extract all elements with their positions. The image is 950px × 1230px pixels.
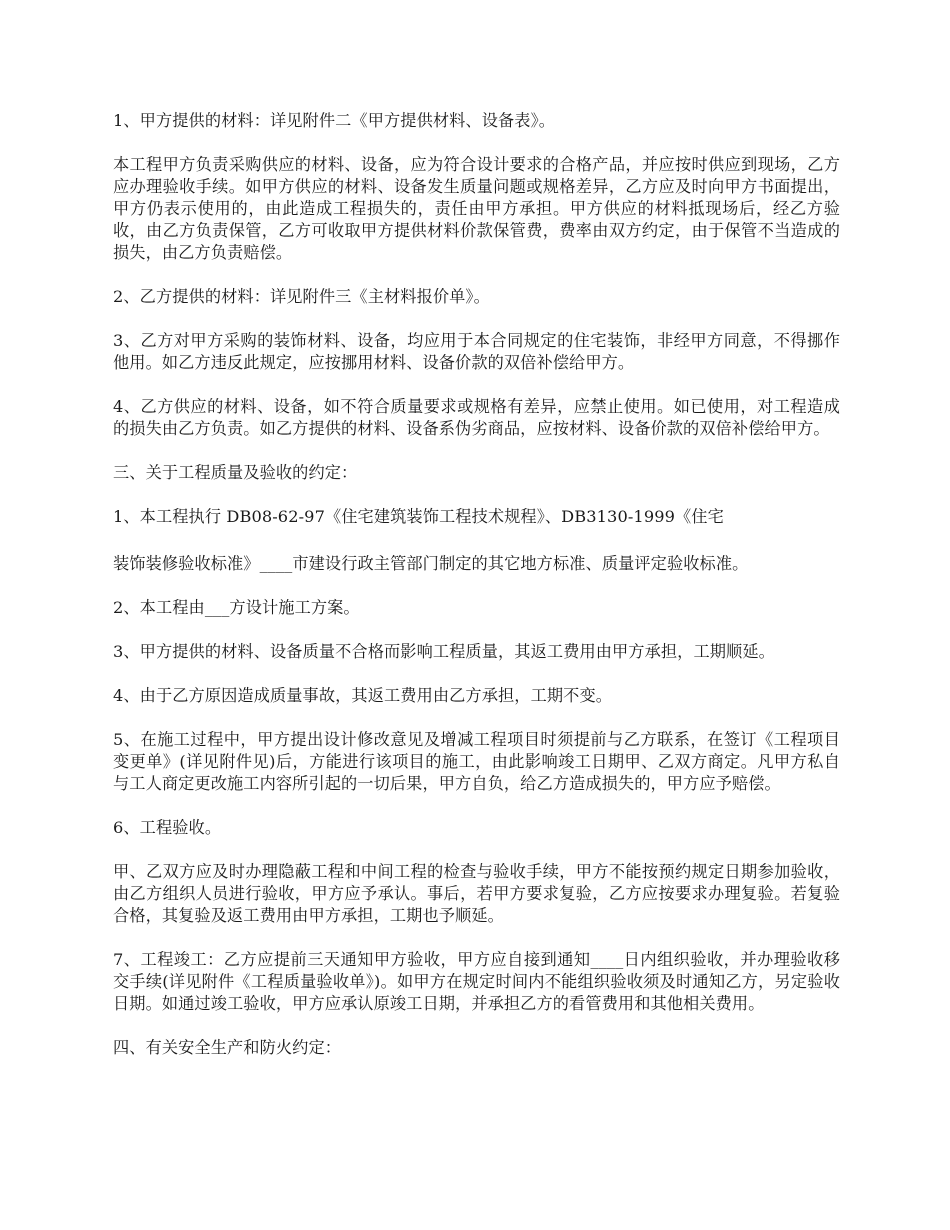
paragraph-12: 5、在施工过程中，甲方提出设计修改意见及增减工程项目时须提前与乙方联系，在签订《工程项目变更单》(详见附件见)后，方能进行该项目的施工，由此影响竣工日期甲、乙双方商定。凡甲方私自与工人商定更改施工内容所引起的一切后果，甲方自负，给乙方造成损失的，甲方应予赔偿。 [113, 730, 840, 793]
paragraph-10: 3、甲方提供的材料、设备质量不合格而影响工程质量，其返工费用由甲方承担，工期顺延。 [113, 642, 775, 661]
paragraph-13: 6、工程验收。 [113, 818, 222, 837]
paragraph-15: 7、工程竣工：乙方应提前三天通知甲方验收，甲方应自接到通知____日内组织验收，并办理验收移交手续(详见附件《工程质量验收单》)。如甲方在规定时间内不能组织验收须及时通知乙方，另定验收日期。如通过竣工验收，甲方应承认原竣工日期，并承担乙方的看管费用和其他相关费用。 [113, 950, 840, 1013]
section-heading-3: 三、关于工程质量及验收的约定： [113, 463, 358, 482]
paragraph-11: 4、由于乙方原因造成质量事故，其返工费用由乙方承担，工期不变。 [113, 686, 613, 705]
section-heading-4: 四、有关安全生产和防火约定： [113, 1038, 342, 1057]
paragraph-4: 3、乙方对甲方采购的装饰材料、设备，均应用于本合同规定的住宅装饰，非经甲方同意，不得挪作他用。如乙方违反此规定，应按挪用材料、设备价款的双倍补偿给甲方。 [113, 331, 840, 372]
paragraph-3: 2、乙方提供的材料：详见附件三《主材料报价单》。 [113, 287, 490, 306]
paragraph-7: 1、本工程执行 DB08-62-97《住宅建筑装饰工程技术规程》、DB3130-1999《住宅 [113, 507, 724, 526]
paragraph-14: 甲、乙双方应及时办理隐蔽工程和中间工程的检查与验收手续，甲方不能按预约规定日期参加验收，由乙方组织人员进行验收，甲方应予承认。事后，若甲方要求复验，乙方应按要求办理复验。若复验合格，其复验及返工费用由甲方承担，工期也予顺延。 [113, 862, 840, 925]
paragraph-2: 本工程甲方负责采购供应的材料、设备，应为符合设计要求的合格产品，并应按时供应到现场，乙方应办理验收手续。如甲方供应的材料、设备发生质量问题或规格差异，乙方应及时向甲方书面提出，甲方仍表示使用的，由此造成工程损失的，责任由甲方承担。甲方供应的材料抵现场后，经乙方验收，由乙方负责保管，乙方可收取甲方提供材料价款保管费，费率由双方约定，由于保管不当造成的损失，由乙方负责赔偿。 [113, 155, 840, 262]
paragraph-9: 2、本工程由___方设计施工方案。 [113, 598, 360, 617]
paragraph-5: 4、乙方供应的材料、设备，如不符合质量要求或规格有差异，应禁止使用。如已使用，对工程造成的损失由乙方负责。如乙方提供的材料、设备系伪劣商品，应按材料、设备价款的双倍补偿给甲方。 [113, 397, 840, 438]
paragraph-8: 装饰装修验收标准》____市建设行政主管部门制定的其它地方标准、质量评定验收标准。 [113, 554, 749, 573]
document-page [113, 110, 840, 1081]
paragraph-1: 1、甲方提供的材料：详见附件二《甲方提供材料、设备表》。 [113, 111, 556, 130]
